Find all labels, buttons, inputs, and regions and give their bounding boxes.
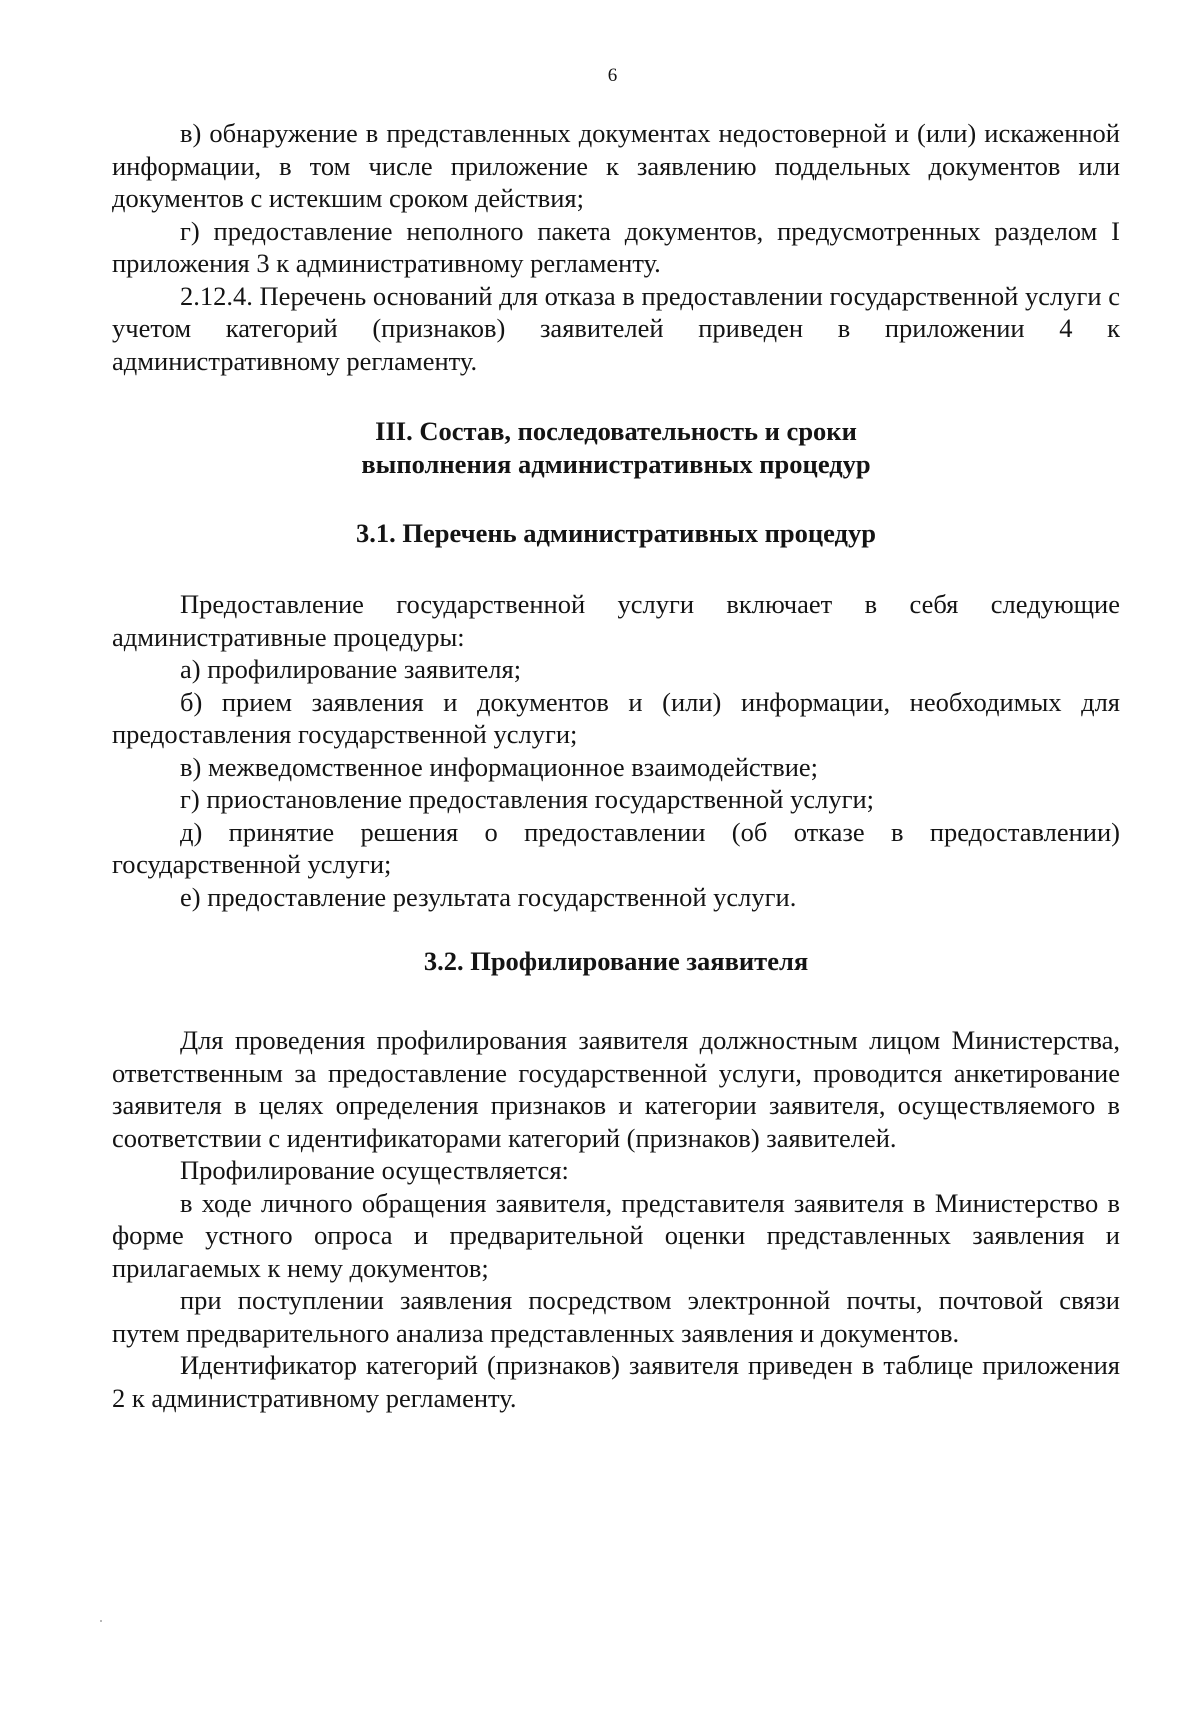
profiling-paragraph-3: в ходе личного обращения заявителя, представителя заявителя в Министерство в форме устного опроса и предварительной оценки представленных заявления и прилагаемых к нему документов; <box>112 1187 1120 1283</box>
procedure-item-v: в) межведомственное информационное взаимодействие; <box>180 751 819 782</box>
procedure-item-g: г) приостановление предоставления государственной услуги; <box>180 784 874 814</box>
page-number: 6 <box>607 65 618 86</box>
section-3-title-line1: III. Состав, последовательность и сроки <box>375 416 857 446</box>
list-item-v-false-info: в) обнаружение в представленных документах недостоверной и (или) искаженной информации, в том числе приложение к заявлению поддельных документов или документов с истекшим сроком действия; <box>112 118 1120 213</box>
clause-2-12-4: 2.12.4. Перечень оснований для отказа в предоставлении государственной услуги с учетом категорий (признаков) заявителей приведен в приложении 4 к административному регламенту. <box>112 280 1120 376</box>
procedures-intro: Предоставление государственной услуги включает в себя следующие административные процедуры: <box>112 589 1120 652</box>
section-3-title-line2: выполнения административных процедур <box>361 449 871 479</box>
procedure-item-b: б) прием заявления и документов и (или) информации, необходимых для предоставления государственной услуги; <box>112 686 1120 749</box>
procedure-item-d: д) принятие решения о предоставлении (об отказе в предоставлении) государственной услуги; <box>112 816 1120 879</box>
profiling-paragraph-5: Идентификатор категорий (признаков) заявителя приведен в таблице приложения 2 к административному регламенту. <box>112 1350 1120 1413</box>
profiling-paragraph-1: Для проведения профилирования заявителя должностным лицом Министерства, ответственным за предоставление государственной услуги, проводится анкетирование заявителя в целях определения признаков и категории заявителя, осуществляемого в соответствии с идентификаторами категорий (признаков) заявителей. <box>112 1025 1120 1153</box>
subsection-3-1-title: 3.1. Перечень административных процедур <box>356 518 876 548</box>
section-3-title <box>112 415 1120 481</box>
page-content <box>112 117 1120 1414</box>
profiling-paragraph-4: при поступлении заявления посредством электронной почты, почтовой связи путем предварительного анализа представленных заявления и документов. <box>112 1285 1120 1348</box>
list-item-g-incomplete-package: г) предоставление неполного пакета документов, предусмотренных разделом I приложения 3 к административному регламенту. <box>112 215 1120 278</box>
procedure-item-e: е) предоставление результата государственной услуги. <box>180 881 797 912</box>
procedure-item-a: а) профилирование заявителя; <box>180 654 522 684</box>
subsection-3-2-title: 3.2. Профилирование заявителя <box>423 946 809 976</box>
profiling-paragraph-2: Профилирование осуществляется: <box>180 1155 569 1185</box>
scan-margin-mark <box>100 1620 102 1622</box>
